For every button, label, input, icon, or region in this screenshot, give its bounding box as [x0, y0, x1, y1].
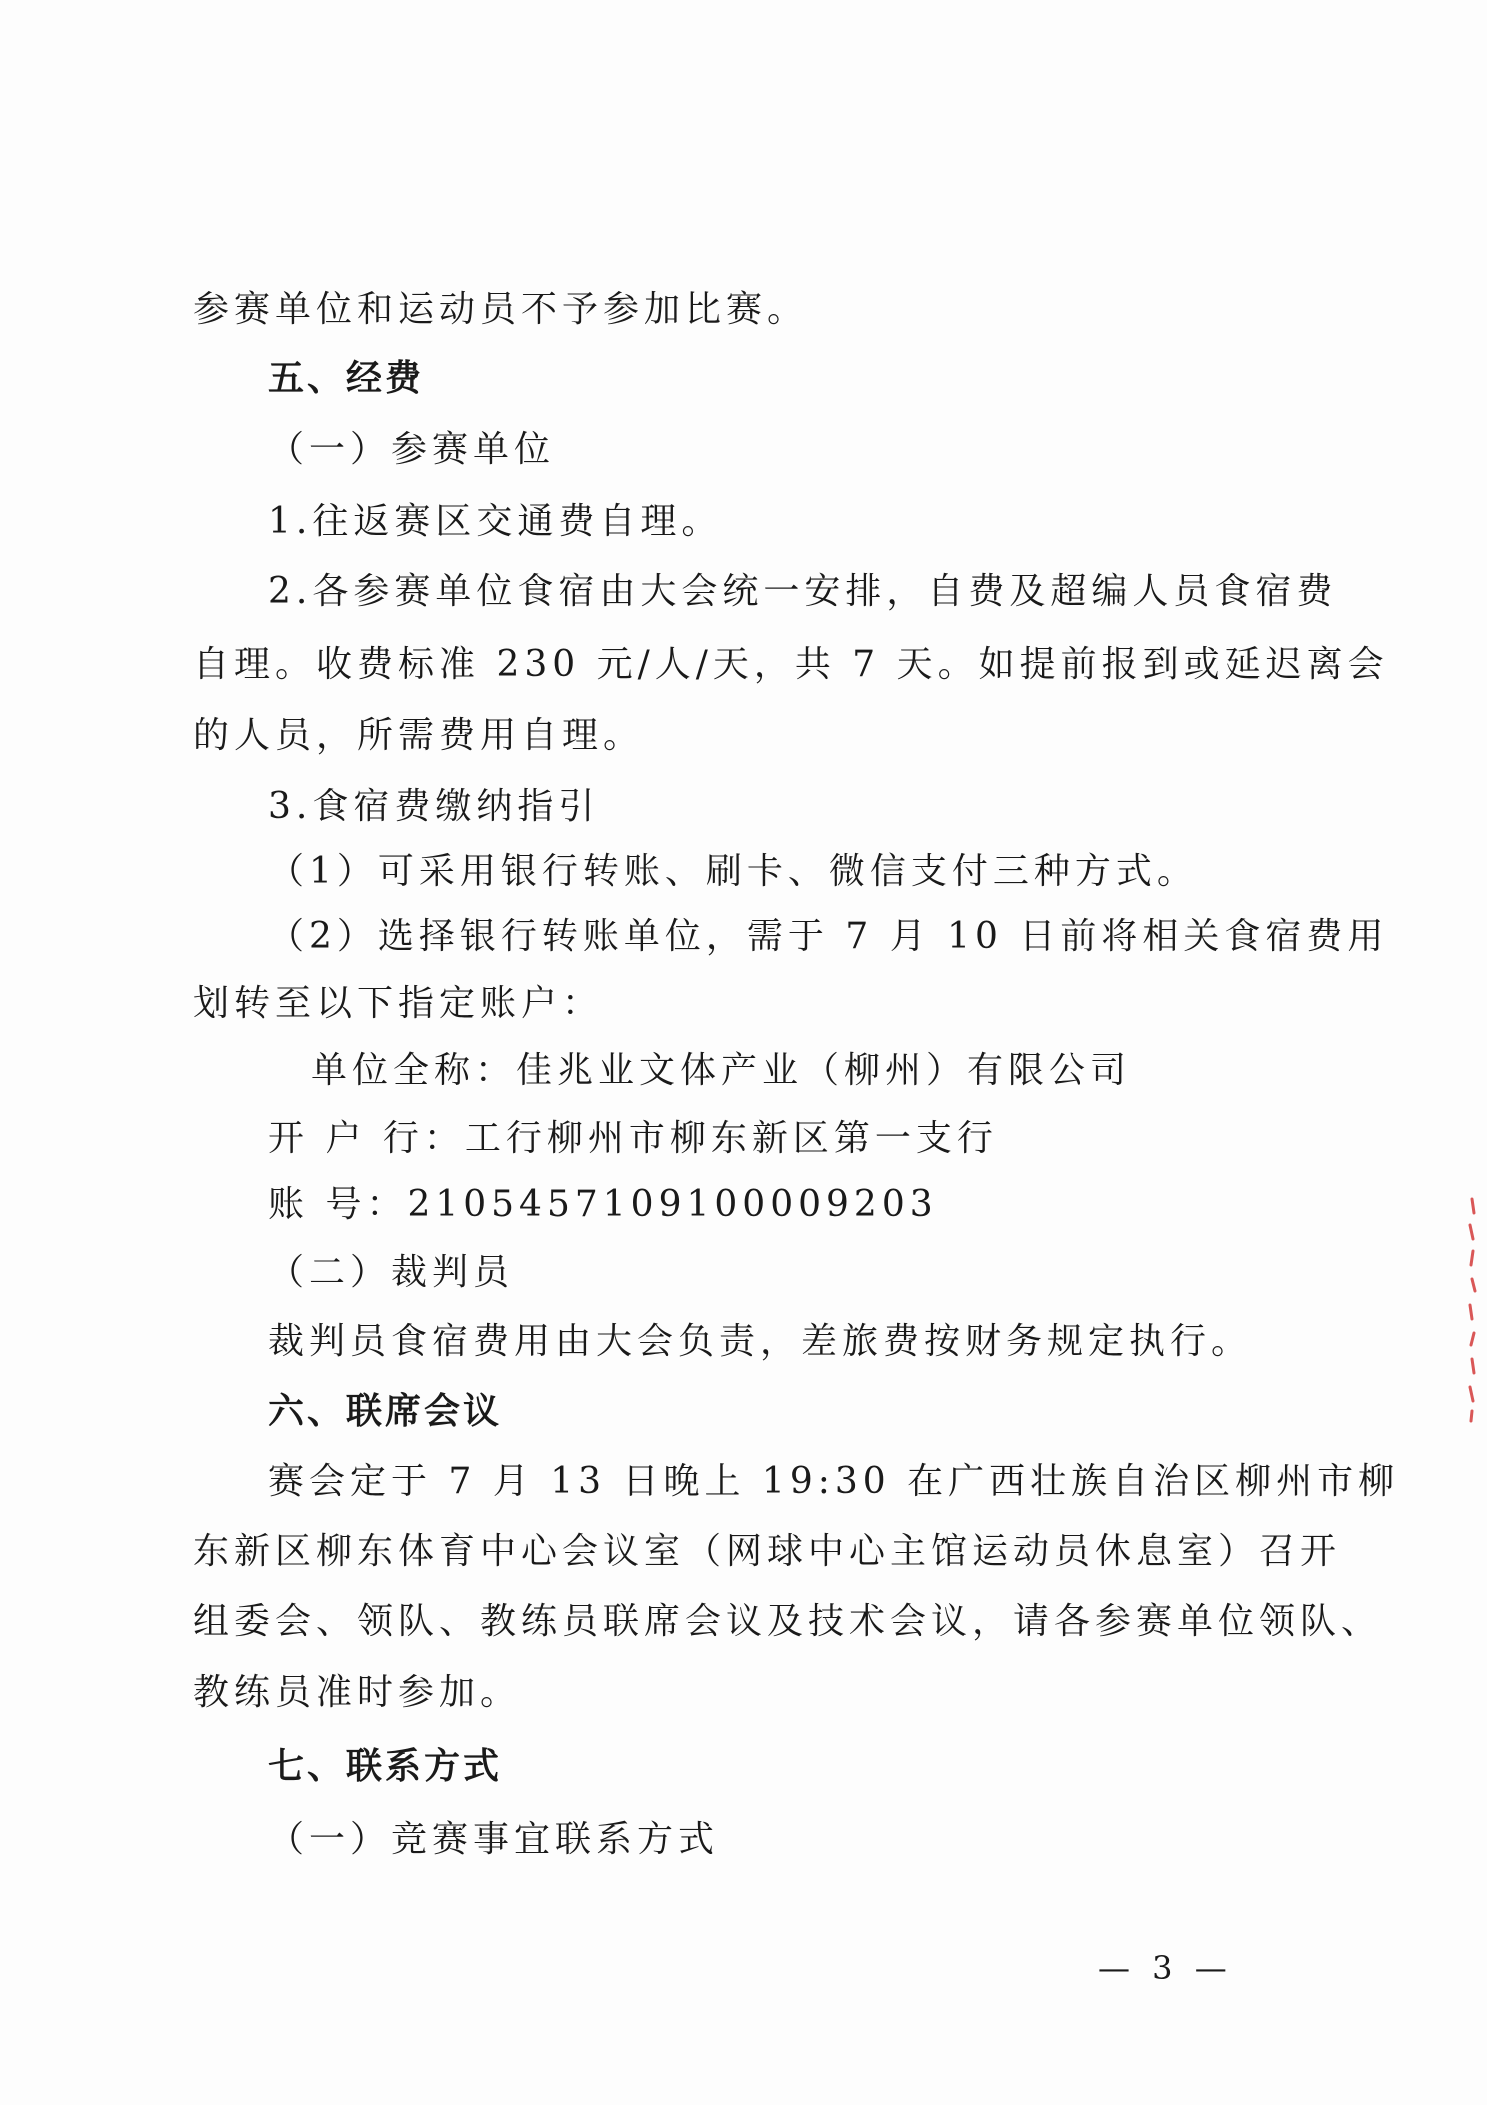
account-bank: 开 户 行：工行柳州市柳东新区第一支行: [268, 1118, 998, 1159]
account-name: 单位全称：佳兆业文体产业（柳州）有限公司: [311, 1050, 1132, 1091]
body-text-line: 的人员，所需费用自理。: [193, 715, 645, 756]
body-text-line: 划转至以下指定账户：: [193, 983, 604, 1024]
body-text-line: 2.各参赛单位食宿由大会统一安排，自费及超编人员食宿费: [268, 571, 1338, 612]
body-text-line: （1）可采用银行转账、刷卡、微信支付三种方式。: [268, 851, 1198, 892]
seal-stamp-edge: [1466, 1195, 1478, 1425]
section-heading-contact: 七、联系方式: [268, 1746, 503, 1787]
body-text-line: 自理。收费标准 230 元/人/天，共 7 天。如提前报到或延迟离会: [193, 644, 1389, 685]
body-text-line: （2）选择银行转账单位，需于 7 月 10 日前将相关食宿费用: [268, 916, 1389, 957]
subsection-heading-referees: （二）裁判员: [268, 1252, 515, 1293]
body-text-line: 东新区柳东体育中心会议室（网球中心主馆运动员休息室）召开: [193, 1531, 1342, 1572]
subsection-heading-competition-contact: （一）竞赛事宜联系方式: [268, 1819, 720, 1860]
page-number: — 3 —: [1098, 1949, 1233, 1987]
section-heading-joint-meeting: 六、联席会议: [268, 1391, 503, 1432]
body-text-line: 教练员准时参加。: [193, 1672, 522, 1713]
section-heading-funding: 五、经费: [268, 358, 425, 399]
body-text-line: 组委会、领队、教练员联席会议及技术会议，请各参赛单位领队、: [193, 1601, 1383, 1642]
body-text-line: 赛会定于 7 月 13 日晚上 19:30 在广西壮族自治区柳州市柳: [268, 1461, 1400, 1502]
body-text-line: 1.往返赛区交通费自理。: [268, 501, 723, 542]
account-number: 账 号：2105457109100009203: [268, 1184, 938, 1225]
body-text-line: 裁判员食宿费用由大会负责，差旅费按财务规定执行。: [268, 1321, 1253, 1362]
subsection-heading-participants: （一）参赛单位: [268, 429, 556, 470]
body-text-line: 参赛单位和运动员不予参加比赛。: [193, 289, 809, 330]
body-text-line: 3.食宿费缴纳指引: [268, 786, 600, 827]
